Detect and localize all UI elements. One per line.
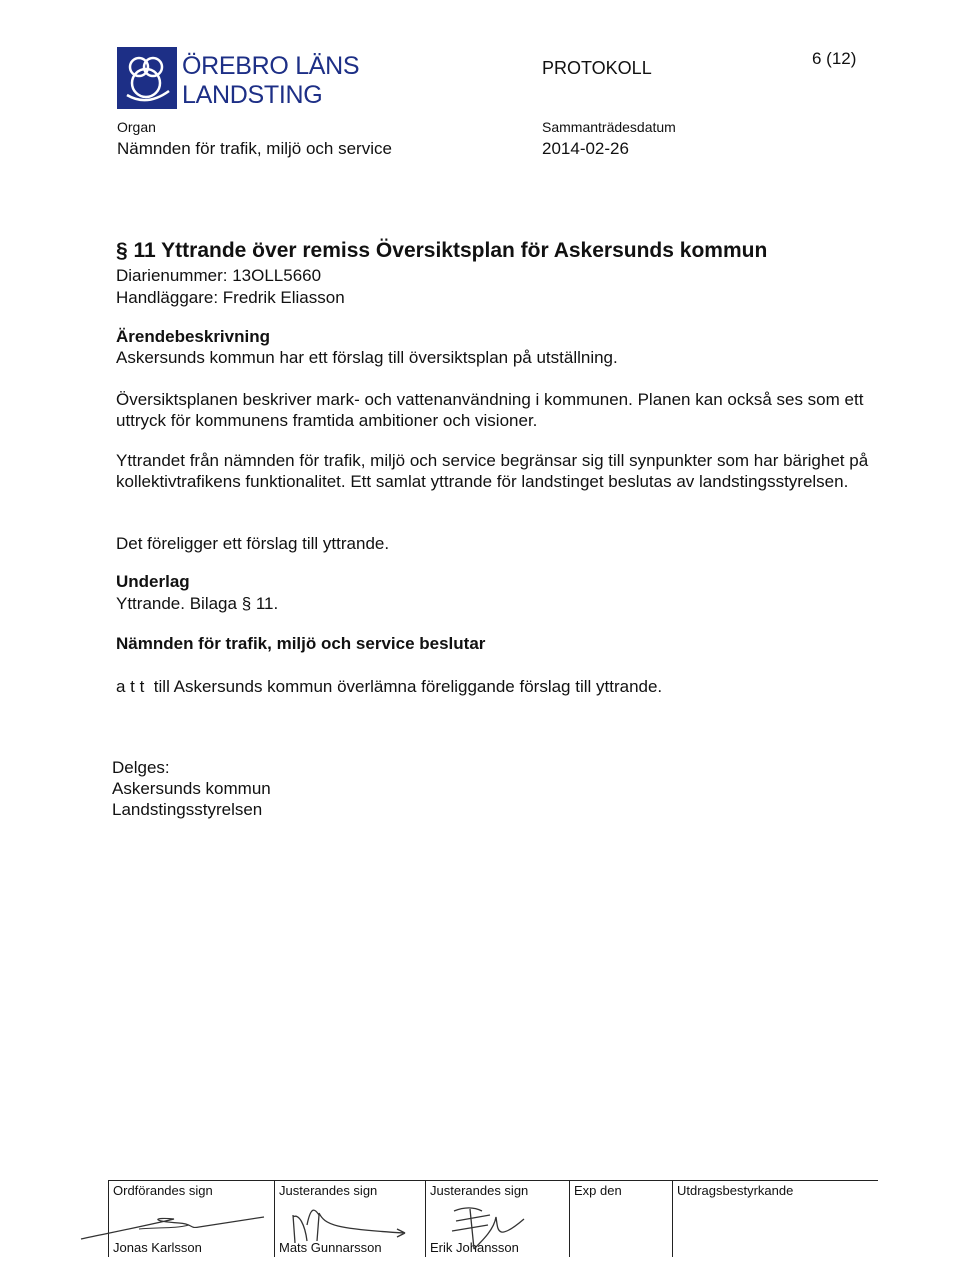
- paragraph: Det föreligger ett förslag till yttrande.: [116, 534, 390, 553]
- paragraph: Översiktsplanen beskriver mark- och vattenanvändning i kommunen. Planen kan också ses som ett uttryck för kommunens framtida ambitioner och visioner.: [116, 390, 864, 430]
- logo-line-2: LANDSTING: [182, 81, 323, 109]
- signature-cell-justerande-1: [274, 1181, 426, 1257]
- signature-cell-justerande-2: [425, 1181, 570, 1257]
- page-number: 6 (12): [812, 49, 857, 68]
- signature-header: Exp den: [574, 1183, 622, 1198]
- organ-value: Nämnden för trafik, miljö och service: [117, 139, 392, 158]
- underlag-heading: Underlag: [116, 572, 190, 591]
- signature-table: [108, 1180, 878, 1257]
- paragraph: Yttrandet från nämnden för trafik, miljö och service begränsar sig till synpunkter som har bärighet på kollektivtrafikens funktionalitet. Ett samlat yttrande för landstinget beslutas av landstingsstyrelsen.: [116, 451, 869, 491]
- page-title: § 11 Yttrande över remiss Översiktsplan för Askersunds kommun: [116, 239, 768, 262]
- document-type: PROTOKOLL: [542, 58, 652, 78]
- paragraph: Askersunds kommun har ett förslag till översiktsplan på utställning.: [116, 348, 618, 367]
- handlaggare: Handläggare: Fredrik Eliasson: [116, 288, 345, 307]
- beslut-text: a t t till Askersunds kommun överlämna föreliggande förslag till yttrande.: [116, 677, 663, 696]
- signature-header: Justerandes sign: [279, 1183, 378, 1198]
- delges-recipient: Askersunds kommun: [112, 779, 271, 798]
- date-value: 2014-02-26: [542, 139, 629, 158]
- signature-cell-ordforande: [108, 1181, 275, 1257]
- signature-header: Utdragsbestyrkande: [677, 1183, 794, 1198]
- signature-header: Justerandes sign: [430, 1183, 529, 1198]
- signature-cell-exp: [569, 1181, 673, 1257]
- signature-cell-utdrag: [672, 1181, 879, 1257]
- handwritten-signature-icon: [434, 1199, 544, 1255]
- delges-label: Delges:: [112, 758, 170, 777]
- handwritten-signature-icon: [79, 1201, 269, 1241]
- signature-header: Ordförandes sign: [113, 1183, 213, 1198]
- handwritten-signature-icon: [285, 1195, 415, 1247]
- diarienummer: Diarienummer: 13OLL5660: [116, 266, 322, 285]
- arendebeskrivning-heading: Ärendebeskrivning: [116, 327, 270, 346]
- beslut-heading: Nämnden för trafik, miljö och service beslutar: [116, 634, 486, 653]
- landsting-logo-icon: [117, 47, 177, 109]
- underlag-text: Yttrande. Bilaga § 11.: [116, 594, 279, 613]
- logo-wordmark: [182, 52, 359, 110]
- signatory-name: Mats Gunnarsson: [279, 1240, 382, 1255]
- signatory-name: Erik Johansson: [430, 1240, 519, 1255]
- signatory-name: Jonas Karlsson: [113, 1240, 202, 1255]
- organ-label: Organ: [117, 119, 156, 135]
- delges-recipient: Landstingsstyrelsen: [112, 800, 263, 819]
- date-label: Sammanträdesdatum: [542, 119, 676, 135]
- logo-line-1: ÖREBRO LÄNS: [182, 52, 360, 80]
